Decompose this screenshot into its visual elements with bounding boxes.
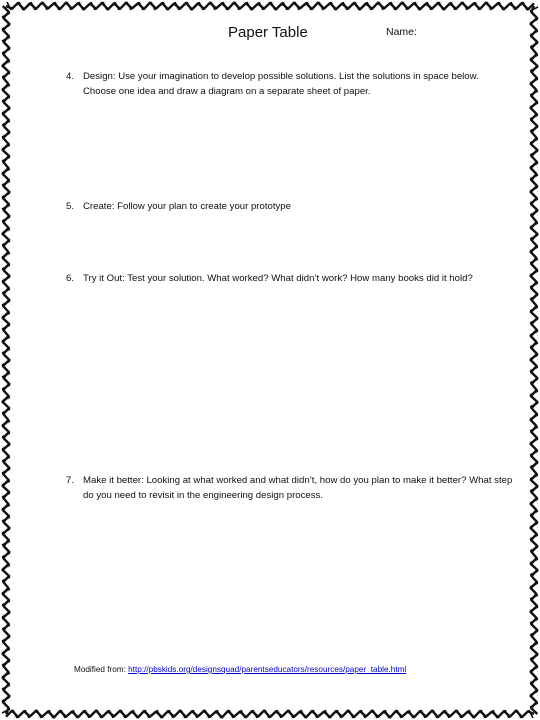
page-title: Paper Table (228, 24, 308, 41)
question-number: 5. (66, 201, 75, 212)
question-number: 7. (66, 475, 75, 486)
question-5 (66, 199, 506, 215)
source-link[interactable]: http://pbskids.org/designsquad/parentseducators/resources/paper_table.html (128, 665, 407, 674)
question-number: 4. (66, 71, 75, 82)
question-text: Create: Follow your plan to create your prototype (83, 201, 291, 212)
name-field-label: Name: (386, 26, 417, 38)
question-text: Make it better: Looking at what worked and what didn’t, how do you plan to make it better? What step do you need to revisit in the engineering design process. (83, 475, 513, 501)
question-text: Design: Use your imagination to develop possible solutions. List the solutions in space below. Choose one idea and draw a diagram on a separate sheet of paper. (83, 71, 479, 97)
footer-source (74, 665, 406, 674)
question-4 (66, 69, 506, 101)
footer-prefix: Modified from: (74, 665, 129, 674)
question-7 (66, 473, 513, 505)
question-number: 6. (66, 273, 75, 284)
question-6 (66, 271, 506, 303)
question-text: Try it Out: Test your solution. What worked? What didn’t work? How many books did it hold? (83, 273, 473, 284)
